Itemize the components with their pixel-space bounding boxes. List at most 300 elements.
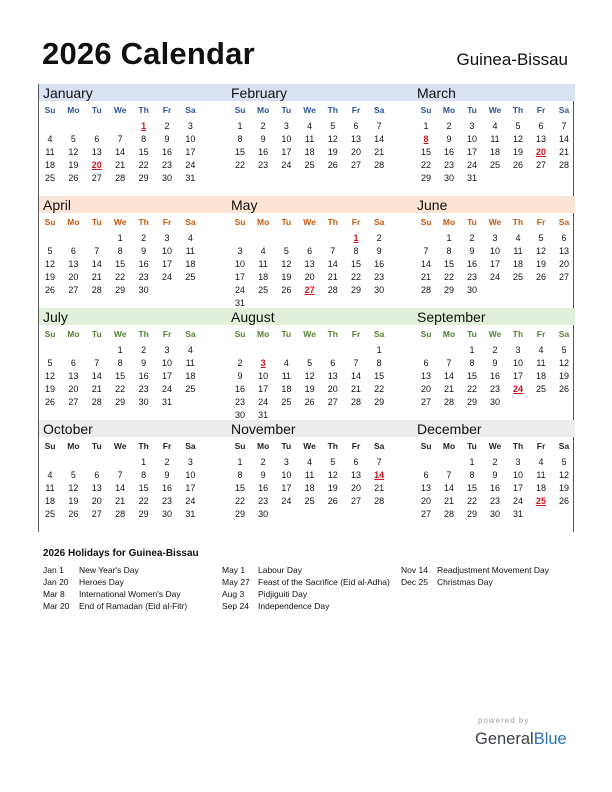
day-cell: 29 <box>115 285 126 295</box>
day-cell: 9 <box>492 470 498 480</box>
day-cell: 7 <box>117 470 123 480</box>
weekday-label: Mo <box>67 441 80 451</box>
day-cell: 22 <box>115 384 126 394</box>
day-cell: 6 <box>307 246 313 256</box>
day-cell: 28 <box>374 496 385 506</box>
day-cell: 6 <box>70 246 76 256</box>
day-cell: 1 <box>237 457 243 467</box>
holiday-name: Heroes Day <box>79 577 124 587</box>
day-cell: 30 <box>138 285 149 295</box>
day-cell: 25 <box>44 509 55 519</box>
weekday-label: Sa <box>558 105 570 115</box>
day-cell: 30 <box>466 285 477 295</box>
day-cell: 28 <box>115 509 126 519</box>
holidays-heading: 2026 Holidays for Guinea-Bissau <box>43 548 199 559</box>
holiday-name: Feast of the Sacrifice (Eid al-Adha) <box>258 577 390 587</box>
day-cell: 17 <box>281 483 292 493</box>
weekday-label: Sa <box>185 329 196 339</box>
weekday-label: We <box>303 441 316 451</box>
day-cell: 1 <box>141 457 147 467</box>
day-cell: 4 <box>283 358 289 368</box>
day-cell: 13 <box>327 371 338 381</box>
weekday-label: We <box>113 329 127 339</box>
day-cell: 25 <box>304 496 315 506</box>
day-cell: 15 <box>420 147 431 157</box>
day-cell: 8 <box>353 246 359 256</box>
holiday-date: Nov 14 <box>401 565 428 575</box>
day-cell: 25 <box>258 285 269 295</box>
weekday-label: Su <box>44 329 56 339</box>
weekday-label: Th <box>512 329 524 339</box>
holiday-day-cell: 1 <box>141 121 147 131</box>
day-cell: 25 <box>281 397 292 407</box>
day-cell: 15 <box>374 371 385 381</box>
day-cell: 3 <box>283 121 289 131</box>
month-name: June <box>417 197 448 213</box>
day-cell: 13 <box>558 246 569 256</box>
day-cell: 19 <box>304 384 315 394</box>
weekday-label: Th <box>327 105 338 115</box>
weekday-label: Mo <box>257 217 270 227</box>
weekday-label: Sa <box>558 329 570 339</box>
day-cell: 25 <box>304 160 315 170</box>
holiday-item <box>401 564 576 576</box>
day-cell: 16 <box>258 147 269 157</box>
day-cell: 12 <box>281 259 292 269</box>
page-title: 2026 Calendar <box>42 36 255 71</box>
day-cell: 29 <box>115 397 126 407</box>
day-cell: 20 <box>350 147 361 157</box>
day-cell: 21 <box>443 384 454 394</box>
weekday-label: Fr <box>351 329 361 339</box>
day-cell: 8 <box>141 134 147 144</box>
day-cell: 26 <box>512 160 523 170</box>
day-cell: 27 <box>420 509 431 519</box>
holiday-date: May 27 <box>222 577 250 587</box>
day-cell: 20 <box>420 384 431 394</box>
day-cell: 30 <box>161 509 172 519</box>
day-cell: 30 <box>443 173 454 183</box>
weekday-label: Th <box>327 441 338 451</box>
day-cell: 27 <box>350 496 361 506</box>
day-cell: 13 <box>91 483 102 493</box>
holiday-item <box>43 576 218 588</box>
day-cell: 26 <box>558 496 569 506</box>
day-cell: 2 <box>492 457 498 467</box>
day-cell: 11 <box>536 470 546 480</box>
day-cell: 10 <box>258 371 269 381</box>
day-cell: 6 <box>538 121 544 131</box>
day-cell: 17 <box>258 384 269 394</box>
day-cell: 13 <box>535 134 546 144</box>
holiday-item <box>222 564 397 576</box>
holiday-name: Labour Day <box>258 565 302 575</box>
day-cell: 11 <box>513 246 523 256</box>
day-cell: 27 <box>68 285 79 295</box>
day-cell: 22 <box>374 384 385 394</box>
holiday-name: Pidjiguiti Day <box>258 589 308 599</box>
weekday-label: Mo <box>442 105 456 115</box>
day-cell: 15 <box>466 371 477 381</box>
weekday-label: We <box>488 329 502 339</box>
day-cell: 8 <box>469 470 475 480</box>
holiday-date: Aug 3 <box>222 589 245 599</box>
day-cell: 18 <box>535 371 546 381</box>
weekday-label: Mo <box>67 329 80 339</box>
weekday-label: Su <box>420 441 432 451</box>
day-cell: 14 <box>374 134 385 144</box>
day-cell: 12 <box>327 470 338 480</box>
weekday-label: Tu <box>281 329 292 339</box>
day-cell: 23 <box>138 384 149 394</box>
month-name: December <box>417 421 482 437</box>
day-cell: 6 <box>423 470 429 480</box>
day-cell: 12 <box>68 483 79 493</box>
day-cell: 28 <box>350 397 361 407</box>
month-name: July <box>43 309 68 325</box>
holiday-item <box>222 600 397 612</box>
day-cell: 27 <box>420 397 431 407</box>
holiday-day-cell: 8 <box>423 134 429 144</box>
day-cell: 7 <box>376 121 382 131</box>
day-cell: 4 <box>538 457 544 467</box>
day-cell: 3 <box>237 246 243 256</box>
day-cell: 20 <box>420 496 431 506</box>
day-cell: 17 <box>281 147 292 157</box>
month-april <box>39 196 227 308</box>
weekday-label: Th <box>138 105 149 115</box>
day-cell: 21 <box>91 384 102 394</box>
day-cell: 14 <box>115 483 126 493</box>
brand-blue: Blue <box>533 730 567 748</box>
day-cell: 18 <box>185 259 196 269</box>
day-cell: 22 <box>443 272 454 282</box>
day-cell: 10 <box>185 470 196 480</box>
day-cell: 9 <box>260 470 266 480</box>
day-cell: 9 <box>164 470 170 480</box>
day-cell: 16 <box>443 147 454 157</box>
day-cell: 3 <box>164 345 170 355</box>
day-cell: 24 <box>234 285 245 295</box>
day-cell: 16 <box>161 483 172 493</box>
day-cell: 26 <box>558 384 569 394</box>
holiday-date: Dec 25 <box>401 577 428 587</box>
day-cell: 12 <box>535 246 546 256</box>
day-cell: 7 <box>446 358 452 368</box>
holiday-name: Readjustment Movement Day <box>437 565 549 575</box>
day-cell: 24 <box>281 160 292 170</box>
day-cell: 26 <box>304 397 315 407</box>
day-cell: 4 <box>187 233 193 243</box>
day-cell: 5 <box>330 121 336 131</box>
weekday-label: Su <box>234 441 246 451</box>
holiday-column <box>43 564 218 612</box>
holiday-item <box>222 576 397 588</box>
day-cell: 18 <box>185 371 196 381</box>
weekday-label: Th <box>327 329 338 339</box>
weekday-label: Su <box>44 441 56 451</box>
day-cell: 9 <box>376 246 382 256</box>
weekday-label: Tu <box>281 441 292 451</box>
quarter-row <box>38 196 574 308</box>
calendar-grid <box>38 84 574 534</box>
month-february <box>227 84 413 196</box>
day-cell: 17 <box>161 259 172 269</box>
day-cell: 19 <box>44 272 55 282</box>
month-name: August <box>231 309 275 325</box>
day-cell: 3 <box>469 121 475 131</box>
day-cell: 28 <box>327 285 338 295</box>
day-cell: 1 <box>446 233 452 243</box>
day-cell: 19 <box>558 371 569 381</box>
day-cell: 5 <box>47 358 53 368</box>
day-cell: 21 <box>420 272 431 282</box>
day-cell: 2 <box>141 345 147 355</box>
day-cell: 12 <box>304 371 315 381</box>
weekday-label: Tu <box>467 105 477 115</box>
day-cell: 20 <box>558 259 569 269</box>
day-cell: 17 <box>161 371 172 381</box>
day-cell: 5 <box>47 246 53 256</box>
weekday-label: Mo <box>442 329 456 339</box>
day-cell: 5 <box>307 358 313 368</box>
day-cell: 24 <box>281 496 292 506</box>
day-cell: 31 <box>185 509 196 519</box>
month-october <box>39 420 227 532</box>
day-cell: 10 <box>161 246 172 256</box>
weekday-label: Su <box>420 105 432 115</box>
day-cell: 2 <box>260 121 266 131</box>
day-cell: 12 <box>68 147 79 157</box>
day-cell: 30 <box>489 509 500 519</box>
day-cell: 2 <box>446 121 452 131</box>
weekday-label: Tu <box>91 329 102 339</box>
day-cell: 6 <box>94 134 100 144</box>
holiday-column <box>222 564 397 612</box>
day-cell: 15 <box>466 483 477 493</box>
day-cell: 21 <box>374 483 385 493</box>
day-cell: 12 <box>558 358 569 368</box>
day-cell: 16 <box>161 147 172 157</box>
holiday-item <box>43 564 218 576</box>
weekday-label: Fr <box>351 105 361 115</box>
day-cell: 1 <box>423 121 429 131</box>
day-cell: 8 <box>141 470 147 480</box>
weekday-label: Fr <box>536 217 546 227</box>
day-cell: 23 <box>443 160 454 170</box>
day-cell: 24 <box>258 397 269 407</box>
day-cell: 26 <box>68 173 79 183</box>
weekday-label: Su <box>44 217 56 227</box>
day-cell: 4 <box>187 345 193 355</box>
day-cell: 11 <box>304 470 315 480</box>
day-cell: 17 <box>466 147 477 157</box>
day-cell: 29 <box>138 173 149 183</box>
day-cell: 28 <box>91 397 102 407</box>
day-cell: 23 <box>138 272 149 282</box>
day-cell: 15 <box>234 483 245 493</box>
day-cell: 10 <box>185 134 196 144</box>
day-cell: 17 <box>489 259 500 269</box>
weekday-label: Fr <box>162 217 172 227</box>
month-december <box>413 420 575 532</box>
day-cell: 7 <box>423 246 429 256</box>
day-cell: 29 <box>138 509 149 519</box>
weekday-label: We <box>303 329 316 339</box>
day-cell: 5 <box>561 457 567 467</box>
day-cell: 10 <box>281 470 292 480</box>
day-cell: 11 <box>281 371 292 381</box>
weekday-label: Mo <box>67 217 80 227</box>
day-cell: 31 <box>185 173 196 183</box>
day-cell: 12 <box>327 134 338 144</box>
day-cell: 3 <box>515 457 521 467</box>
day-cell: 29 <box>350 285 361 295</box>
weekday-label: Fr <box>162 441 172 451</box>
day-cell: 24 <box>489 272 500 282</box>
month-header <box>413 84 575 101</box>
day-cell: 20 <box>350 483 361 493</box>
day-cell: 2 <box>469 233 475 243</box>
day-cell: 7 <box>94 358 100 368</box>
day-cell: 26 <box>44 285 55 295</box>
day-cell: 21 <box>558 147 569 157</box>
day-cell: 10 <box>161 358 172 368</box>
day-cell: 16 <box>489 371 500 381</box>
holiday-day-cell: 20 <box>535 147 546 157</box>
weekday-label: Mo <box>442 441 456 451</box>
month-name: November <box>231 421 296 437</box>
day-cell: 2 <box>164 457 170 467</box>
weekday-label: Fr <box>162 329 172 339</box>
weekday-label: Mo <box>257 105 270 115</box>
day-cell: 23 <box>489 384 500 394</box>
day-cell: 15 <box>138 147 149 157</box>
month-header <box>413 308 575 325</box>
weekday-label: Tu <box>281 105 292 115</box>
day-cell: 19 <box>327 483 338 493</box>
day-cell: 26 <box>281 285 292 295</box>
day-cell: 13 <box>420 483 431 493</box>
day-cell: 21 <box>374 147 385 157</box>
day-cell: 2 <box>237 358 243 368</box>
day-cell: 5 <box>561 345 567 355</box>
day-cell: 22 <box>234 496 245 506</box>
day-cell: 14 <box>327 259 338 269</box>
day-cell: 11 <box>490 134 500 144</box>
day-cell: 6 <box>353 457 359 467</box>
day-cell: 12 <box>558 470 569 480</box>
month-name: March <box>417 85 456 101</box>
day-cell: 22 <box>138 496 149 506</box>
day-cell: 22 <box>115 272 126 282</box>
day-cell: 12 <box>44 371 55 381</box>
weekday-label: Tu <box>91 441 102 451</box>
day-cell: 23 <box>489 496 500 506</box>
weekday-label: Sa <box>373 329 385 339</box>
day-cell: 16 <box>258 483 269 493</box>
weekday-label: We <box>488 105 502 115</box>
day-cell: 11 <box>258 259 268 269</box>
month-header <box>413 420 575 437</box>
weekday-label: Tu <box>91 217 102 227</box>
holiday-name: International Women's Day <box>79 589 181 599</box>
day-cell: 22 <box>466 384 477 394</box>
day-cell: 18 <box>489 147 500 157</box>
day-cell: 16 <box>234 384 245 394</box>
weekday-label: Su <box>420 217 432 227</box>
holiday-day-cell: 25 <box>535 496 546 506</box>
month-january <box>39 84 227 196</box>
day-cell: 3 <box>187 121 193 131</box>
day-cell: 31 <box>258 410 269 420</box>
day-cell: 2 <box>260 457 266 467</box>
day-cell: 6 <box>330 358 336 368</box>
day-cell: 28 <box>443 509 454 519</box>
weekday-label: Th <box>512 217 524 227</box>
day-cell: 20 <box>327 384 338 394</box>
day-cell: 30 <box>374 285 385 295</box>
day-cell: 16 <box>489 483 500 493</box>
day-cell: 3 <box>515 345 521 355</box>
day-cell: 14 <box>91 259 102 269</box>
day-cell: 7 <box>376 457 382 467</box>
holiday-item <box>43 588 218 600</box>
day-cell: 11 <box>536 358 546 368</box>
day-cell: 14 <box>91 371 102 381</box>
month-september <box>413 308 575 420</box>
day-cell: 31 <box>466 173 477 183</box>
day-cell: 21 <box>115 496 126 506</box>
day-cell: 26 <box>327 160 338 170</box>
day-cell: 29 <box>443 285 454 295</box>
day-cell: 5 <box>70 134 76 144</box>
month-june <box>413 196 575 308</box>
weekday-label: Fr <box>536 329 546 339</box>
month-header <box>227 308 413 325</box>
day-cell: 19 <box>68 496 79 506</box>
weekday-label: Su <box>234 105 246 115</box>
weekday-label: Fr <box>536 105 546 115</box>
holiday-item <box>401 576 576 588</box>
day-cell: 20 <box>91 496 102 506</box>
holiday-date: Jan 1 <box>43 565 64 575</box>
day-cell: 2 <box>141 233 147 243</box>
day-cell: 13 <box>68 259 79 269</box>
day-cell: 5 <box>515 121 521 131</box>
month-header <box>227 84 413 101</box>
day-cell: 16 <box>466 259 477 269</box>
day-cell: 10 <box>281 134 292 144</box>
holiday-date: Jan 20 <box>43 577 69 587</box>
day-cell: 4 <box>307 457 313 467</box>
weekday-label: Th <box>138 217 149 227</box>
holiday-name: New Year's Day <box>79 565 139 575</box>
brand-general: General <box>475 730 534 748</box>
day-cell: 18 <box>44 496 55 506</box>
day-cell: 1 <box>117 345 123 355</box>
day-cell: 9 <box>237 371 243 381</box>
holiday-date: May 1 <box>222 565 246 575</box>
generalblue-logo[interactable] <box>475 730 567 749</box>
holiday-item <box>222 588 397 600</box>
day-cell: 28 <box>558 160 569 170</box>
weekday-label: Th <box>512 105 524 115</box>
day-cell: 27 <box>91 173 102 183</box>
day-cell: 19 <box>512 147 523 157</box>
day-cell: 8 <box>446 246 452 256</box>
day-cell: 28 <box>443 397 454 407</box>
